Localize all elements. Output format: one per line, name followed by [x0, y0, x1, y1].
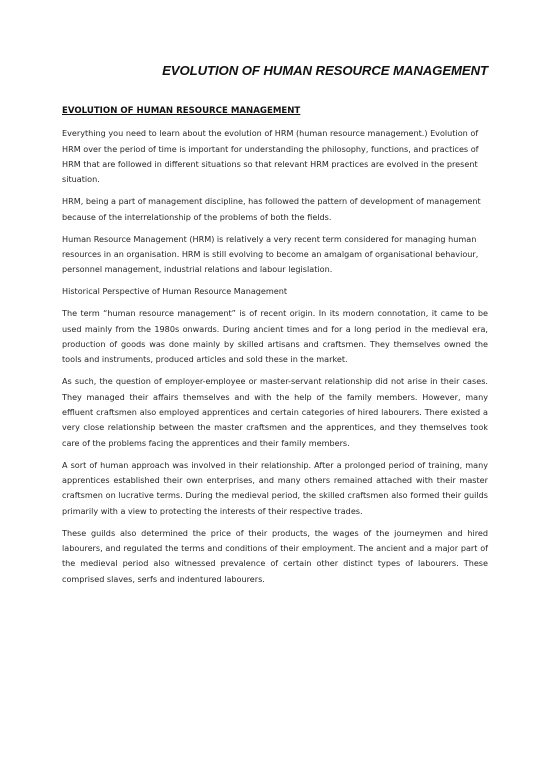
- historical-perspective-subheading: Historical Perspective of Human Resource Management: [62, 286, 288, 297]
- page-header-title: EVOLUTION OF HUMAN RESOURCE MANAGEMENT: [162, 63, 488, 78]
- section-heading: EVOLUTION OF HUMAN RESOURCE MANAGEMENT: [62, 106, 301, 116]
- paragraph-management-discipline: HRM, being a part of management discipline, has followed the pattern of development of management because of the interrelationship of the problems of both the fields.: [62, 196, 481, 222]
- paragraph-hrm-definition: Human Resource Management (HRM) is relatively a very recent term considered for managing human resources in an organisation. HRM is still evolving to become an amalgam of organisational behaviour, personnel management, industrial relations and labour legislation.: [62, 233, 479, 275]
- paragraph-intro: Everything you need to learn about the evolution of HRM (human resource management.) Evolution of HRM over the period of time is important for understanding the philosophy, functions, and practices of HRM that are followed in different situations so that relevant HRM practices are evolved in the present situation.: [62, 128, 479, 185]
- document-body: [62, 104, 488, 594]
- paragraph-human-approach: A sort of human approach was involved in their relationship. After a prolonged period of training, many apprentices established their own enterprises, and many others remained attached with their master craftsmen on lucrative terms. During the medieval period, the skilled craftsmen also formed their guilds primarily with a view to protecting the interests of their respective trades.: [62, 459, 488, 516]
- paragraph-guilds: These guilds also determined the price of their products, the wages of the journeymen and hired labourers, and regulated the terms and conditions of their employment. The ancient and a major part of the medieval period also witnessed prevalence of certain other distinct types of labourers. These comprised slaves, serfs and indentured labourers.: [62, 527, 488, 584]
- paragraph-employer-relationship: As such, the question of employer-employee or master-servant relationship did not arise in their cases. They managed their affairs themselves and with the help of the family members. However, many effluent craftsmen also employed apprentices and certain categories of hired labourers. There existed a very close relationship between the master craftsmen and the apprentices, and they themselves took care of the problems facing the apprentices and their family members.: [62, 376, 488, 448]
- paragraph-term-origin: The term “human resource management” is of recent origin. In its modern connotation, it came to be used mainly from the 1980s onwards. During ancient times and for a long period in the medieval era, production of goods was done mainly by skilled artisans and craftsmen. They themselves owned the tools and instruments, produced articles and sold these in the market.: [62, 308, 488, 365]
